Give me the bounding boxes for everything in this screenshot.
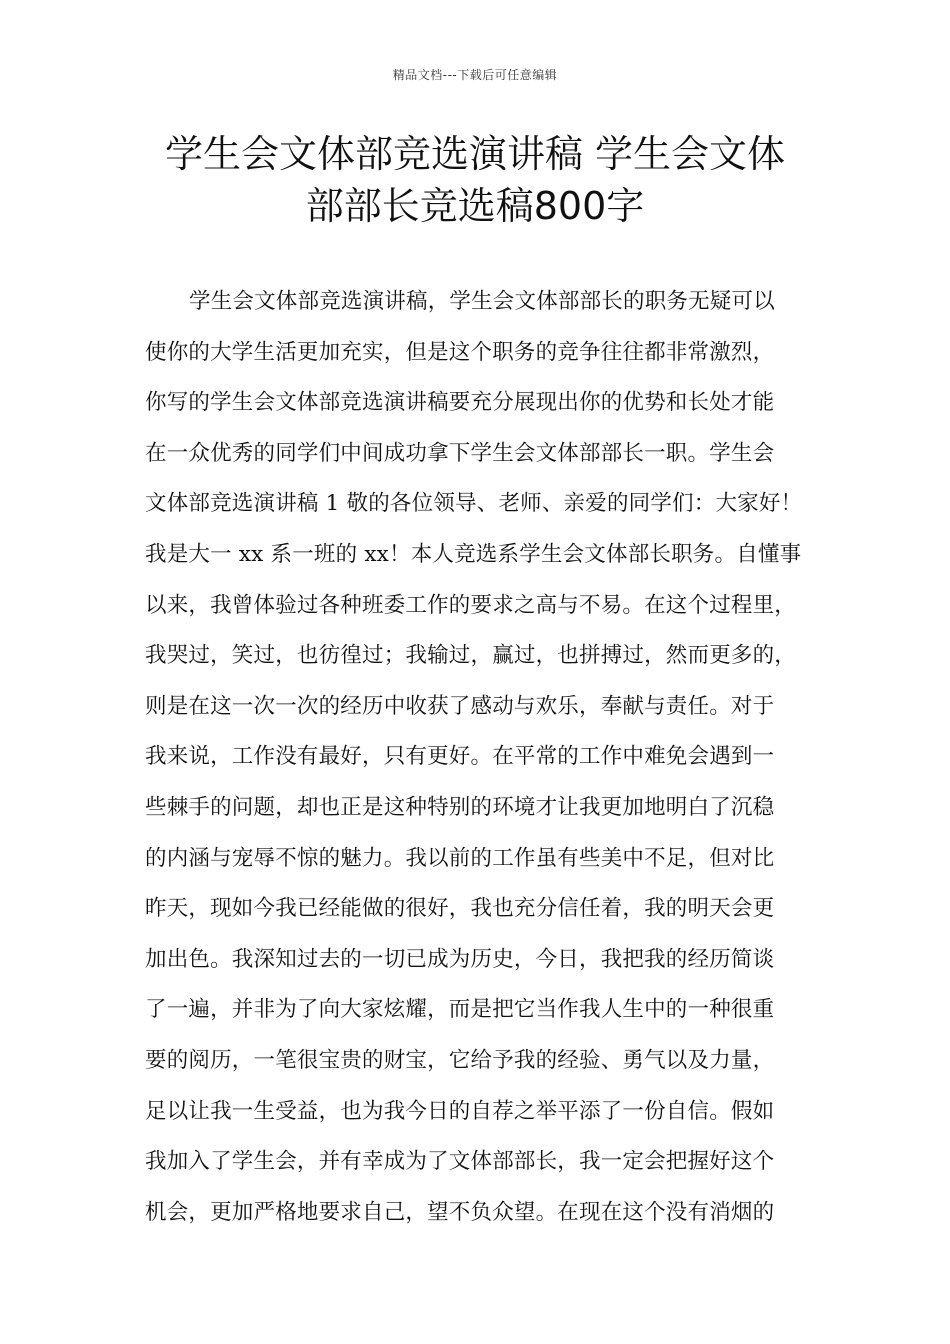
text-line: 以来，我曾体验过各种班委工作的要求之高与不易。在这个过程里， [145, 592, 797, 618]
text-line: 使你的大学生活更加充实，但是这个职务的竞争往往都非常激烈， [145, 339, 775, 365]
header-note: 精品文档---下载后可任意编辑 [392, 68, 558, 82]
text-line: 我哭过，笑过，也彷徨过；我输过，赢过，也拼搏过，然而更多的， [145, 643, 797, 669]
text-line: 要的阅历，一笔很宝贵的财宝，它给予我的经验、勇气以及力量， [145, 1047, 775, 1073]
text-line: 则是在这一次一次的经历中收获了感动与欢乐，奉献与责任。对于 [145, 693, 775, 719]
text-line: 的内涵与宠辱不惊的魅力。我以前的工作虽有些美中不足，但对比 [145, 845, 775, 871]
text-line: 我是大一 xx 系一班的 xx！本人竞选系学生会文体部长职务。自懂事 [145, 541, 802, 567]
text-line: 你写的学生会文体部竞选演讲稿要充分展现出你的优势和长处才能 [145, 390, 775, 416]
title-line: 学生会文体部竞选演讲稿 学生会文体 [164, 132, 786, 176]
text-line: 了一遍，并非为了向大家炫耀，而是把它当作我人生中的一种很重 [145, 997, 775, 1023]
text-line: 文体部竞选演讲稿 1 敬的各位领导、老师、亲爱的同学们：大家好！ [145, 491, 803, 517]
text-line: 在一众优秀的同学们中间成功拿下学生会文体部部长一职。学生会 [145, 440, 775, 466]
text-line: 我来说，工作没有最好，只有更好。在平常的工作中难免会遇到一 [145, 744, 775, 770]
text-line: 昨天，现如今我已经能做的很好，我也充分信任着，我的明天会更 [145, 896, 775, 922]
text-line: 我加入了学生会，并有幸成为了文体部部长，我一定会把握好这个 [145, 1149, 775, 1175]
text-line: 加出色。我深知过去的一切已成为历史，今日，我把我的经历简谈 [145, 946, 775, 972]
document-title [120, 128, 830, 232]
text-line: 些棘手的问题，却也正是这种特别的环境才让我更加地明白了沉稳 [145, 794, 775, 820]
title-line: 部部长竞选稿800字 [305, 184, 645, 228]
text-line: 足以让我一生受益，也为我今日的自荐之举平添了一份自信。假如 [145, 1098, 775, 1124]
body-paragraph [145, 277, 815, 1238]
text-line: 学生会文体部竞选演讲稿，学生会文体部部长的职务无疑可以 [189, 289, 775, 314]
text-line: 机会，更加严格地要求自己，望不负众望。在现在这个没有消烟的 [145, 1199, 775, 1225]
